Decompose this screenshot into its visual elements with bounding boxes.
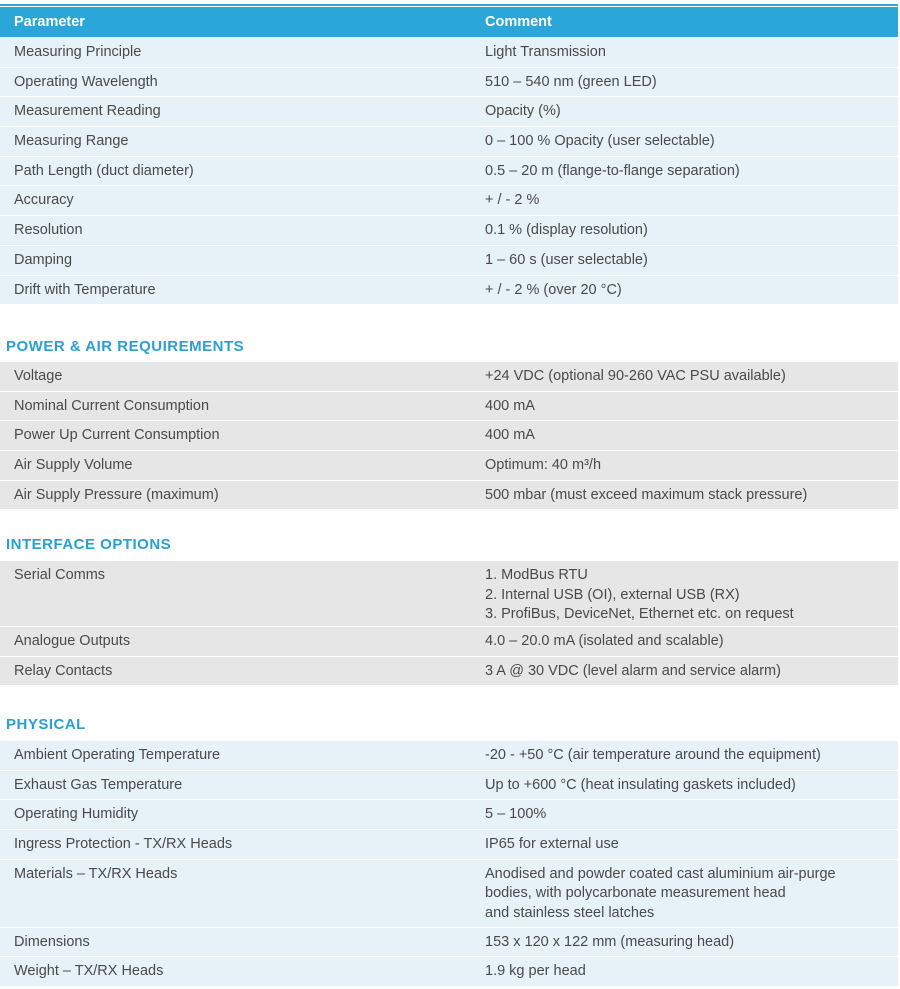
table-row: [0, 97, 898, 127]
table-row: [0, 561, 898, 627]
row-comment: 5 – 100%: [485, 806, 547, 823]
section-title-power: POWER & AIR REQUIREMENTS: [6, 338, 245, 355]
table-row: [0, 657, 898, 687]
row-parameter: Air Supply Pressure (maximum): [14, 486, 219, 503]
table-row: [0, 741, 898, 771]
row-comment: Light Transmission: [485, 44, 606, 60]
table-row: [0, 451, 898, 481]
table-row: [0, 362, 898, 392]
row-comment: 0.1 % (display resolution): [485, 222, 648, 239]
row-parameter: Air Supply Volume: [14, 457, 133, 474]
row-comment: -20 - +50 °C (air temperature around the equipment): [485, 747, 821, 763]
row-comment: Anodised and powder coated cast aluminium air-purge bodies, with polycarbonate measurement head and stainless steel latches: [485, 865, 836, 921]
table-row: [0, 246, 898, 276]
row-parameter: Path Length (duct diameter): [14, 162, 194, 179]
row-parameter: Accuracy: [14, 192, 74, 209]
header-comment: Comment: [485, 14, 552, 30]
main-spec-group: [0, 38, 898, 305]
table-row: [0, 957, 898, 987]
row-comment: + / - 2 %: [485, 192, 540, 209]
section-title-physical: PHYSICAL: [6, 716, 86, 733]
row-parameter: Nominal Current Consumption: [14, 397, 210, 414]
section-title-interface: INTERFACE OPTIONS: [6, 536, 172, 553]
physical-group: [0, 741, 898, 987]
row-comment: IP65 for external use: [485, 836, 619, 853]
row-parameter: Measurement Reading: [14, 103, 161, 120]
table-row: [0, 276, 898, 306]
row-comment: +24 VDC (optional 90-260 VAC PSU available): [485, 368, 786, 384]
table-row: [0, 392, 898, 422]
table-row: [0, 481, 898, 511]
row-parameter: Ingress Protection - TX/RX Heads: [14, 836, 233, 853]
row-parameter: Damping: [14, 251, 73, 268]
row-parameter: Operating Wavelength: [14, 73, 158, 90]
row-parameter: Materials – TX/RX Heads: [14, 865, 178, 882]
row-parameter: Analogue Outputs: [14, 633, 131, 649]
row-parameter: Serial Comms: [14, 567, 106, 583]
row-parameter: Voltage: [14, 368, 63, 384]
row-parameter: Measuring Principle: [14, 44, 142, 60]
row-comment: Optimum: 40 m³/h: [485, 457, 602, 474]
table-row: [0, 627, 898, 657]
row-parameter: Drift with Temperature: [14, 281, 156, 298]
table-row: [0, 127, 898, 157]
table-row: [0, 830, 898, 860]
row-comment: 1 – 60 s (user selectable): [485, 251, 648, 268]
row-comment: 1.9 kg per head: [485, 963, 586, 980]
row-comment: 153 x 120 x 122 mm (measuring head): [485, 933, 735, 950]
row-parameter: Weight – TX/RX Heads: [14, 963, 164, 980]
table-row: [0, 860, 898, 928]
row-comment: 1. ModBus RTU 2. Internal USB (OI), external USB (RX) 3. ProfiBus, DeviceNet, Ethernet etc. on request: [485, 567, 794, 622]
table-row: [0, 216, 898, 246]
row-comment: + / - 2 % (over 20 °C): [485, 281, 622, 298]
row-parameter: Power Up Current Consumption: [14, 427, 220, 444]
table-row: [0, 186, 898, 216]
row-parameter: Operating Humidity: [14, 806, 139, 823]
row-comment: 400 mA: [485, 427, 535, 444]
row-comment: 0 – 100 % Opacity (user selectable): [485, 133, 715, 150]
header-parameter: Parameter: [14, 14, 85, 30]
table-row: [0, 771, 898, 801]
row-comment: 400 mA: [485, 397, 535, 414]
row-parameter: Relay Contacts: [14, 662, 113, 679]
row-comment: 510 – 540 nm (green LED): [485, 73, 657, 90]
header-divider: [0, 4, 898, 6]
row-parameter: Dimensions: [14, 933, 90, 950]
row-comment: 0.5 – 20 m (flange-to-flange separation): [485, 162, 740, 179]
row-parameter: Resolution: [14, 222, 83, 239]
table-row: [0, 800, 898, 830]
row-comment: 4.0 – 20.0 mA (isolated and scalable): [485, 633, 724, 649]
row-comment: 500 mbar (must exceed maximum stack pressure): [485, 486, 808, 503]
row-parameter: Measuring Range: [14, 133, 129, 150]
table-row: [0, 38, 898, 68]
table-row: [0, 157, 898, 187]
table-header: [0, 7, 898, 37]
row-comment: Up to +600 °C (heat insulating gaskets included): [485, 776, 796, 793]
table-row: [0, 928, 898, 958]
row-parameter: Exhaust Gas Temperature: [14, 776, 183, 793]
power-group: [0, 362, 898, 510]
table-row: [0, 421, 898, 451]
row-parameter: Ambient Operating Temperature: [14, 747, 221, 763]
interface-group: [0, 561, 898, 686]
table-row: [0, 68, 898, 98]
row-comment: Opacity (%): [485, 103, 561, 120]
row-comment: 3 A @ 30 VDC (level alarm and service alarm): [485, 662, 781, 679]
